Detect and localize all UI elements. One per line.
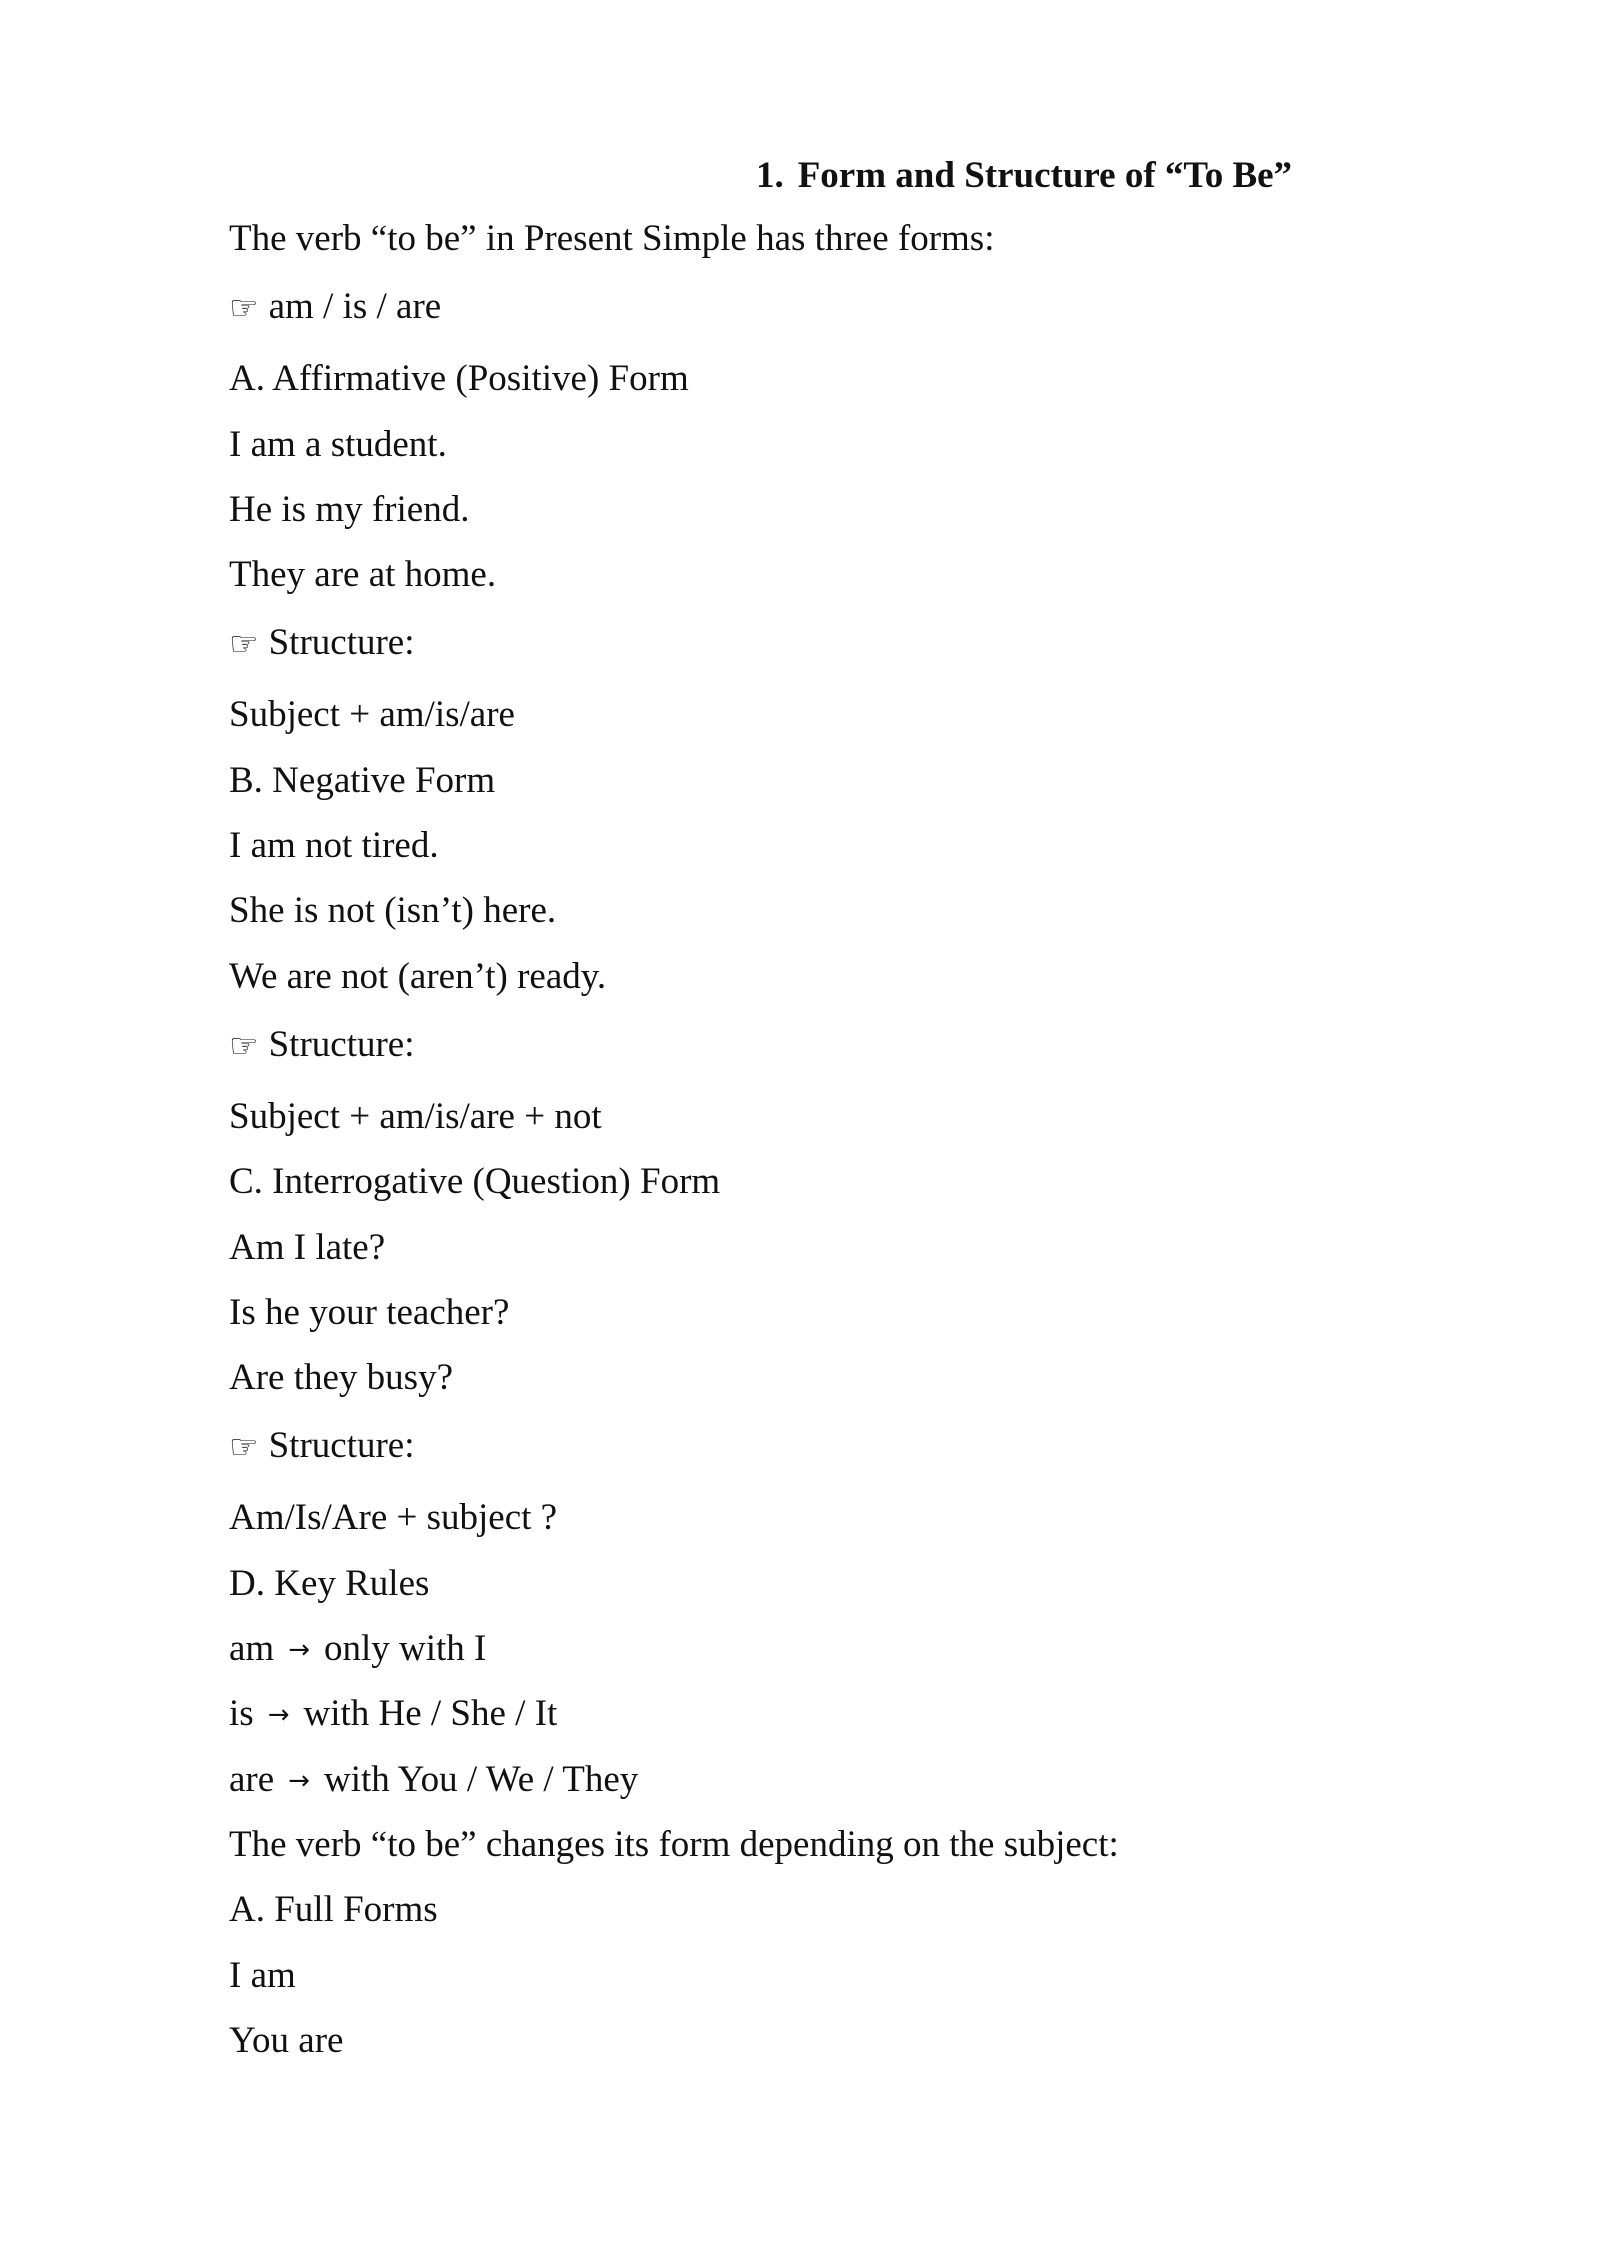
structure-bullet [229,612,1429,687]
example-text: Am I late? [229,1226,386,1268]
section-interrogative-heading [229,1154,1429,1219]
pointing-hand-icon: ☞ [229,1025,259,1065]
example-line [229,818,1429,883]
full-form-line [229,2013,1429,2078]
structure-bullet [229,1415,1429,1490]
forms-bullet [229,276,1429,351]
structure-formula-text: Subject + am/is/are + not [229,1095,602,1137]
example-text: They are at home. [229,554,497,596]
example-text: We are not (aren’t) ready. [229,955,607,997]
full-forms-heading-text: A. Full Forms [229,1889,438,1931]
full-form-text: I am [229,1954,296,1996]
pointing-hand-icon: ☞ [229,1427,259,1467]
intro-line [229,211,1429,276]
interrogative-heading-text: C. Interrogative (Question) Form [229,1161,721,1203]
structure-formula-text: Subject + am/is/are [229,694,515,736]
pointing-hand-icon: ☞ [229,288,259,328]
example-line [229,949,1429,1014]
example-text: He is my friend. [229,488,470,530]
example-line [229,417,1429,482]
example-line [229,482,1429,547]
right-arrow-icon: → [288,1765,310,1796]
structure-formula [229,1089,1429,1154]
heading-number: 1. [755,155,784,196]
full-form-line [229,1948,1429,2013]
structure-label: Structure: [268,1425,415,1467]
rule-line [229,1621,1429,1686]
structure-label: Structure: [268,1023,415,1065]
example-text: I am not tired. [229,825,439,867]
example-text: She is not (isn’t) here. [229,890,557,932]
example-line [229,1220,1429,1285]
summary-text: The verb “to be” changes its form depending on the subject: [229,1823,1119,1865]
key-rules-heading-text: D. Key Rules [229,1562,430,1604]
section-negative-heading [229,753,1429,818]
rule-line [229,1686,1429,1751]
example-line [229,1350,1429,1415]
example-text: Is he your teacher? [229,1291,510,1333]
section-full-forms-heading [229,1882,1429,1947]
section-affirmative-heading [229,351,1429,416]
right-arrow-icon: → [288,1635,310,1666]
pointing-hand-icon: ☞ [229,624,259,664]
heading-title: Form and Structure of “To Be” [797,155,1293,196]
rule-text: with He / She / It [303,1693,558,1735]
section-heading [0,148,1600,204]
example-line [229,883,1429,948]
structure-formula-text: Am/Is/Are + subject ? [229,1497,558,1539]
rule-text: only with I [324,1628,487,1670]
affirmative-heading-text: A. Affirmative (Positive) Form [229,358,689,400]
intro-text: The verb “to be” in Present Simple has three forms: [229,218,995,259]
rule-verb: is [229,1693,254,1735]
document-body [229,211,1429,2078]
structure-label: Structure: [268,622,415,664]
forms-text: am / is / are [268,286,442,328]
rule-text: with You / We / They [323,1758,639,1800]
rule-verb: are [229,1758,275,1800]
full-form-text: You are [229,2019,344,2061]
summary-line [229,1817,1429,1882]
right-arrow-icon: → [267,1700,290,1731]
example-line [229,1285,1429,1350]
structure-formula [229,687,1429,752]
example-line [229,547,1429,612]
rule-line [229,1752,1429,1817]
rule-verb: am [229,1628,275,1670]
structure-bullet [229,1014,1429,1089]
example-text: I am a student. [229,423,447,465]
section-key-rules-heading [229,1556,1429,1621]
example-text: Are they busy? [229,1357,453,1399]
negative-heading-text: B. Negative Form [229,759,496,801]
structure-formula [229,1490,1429,1555]
